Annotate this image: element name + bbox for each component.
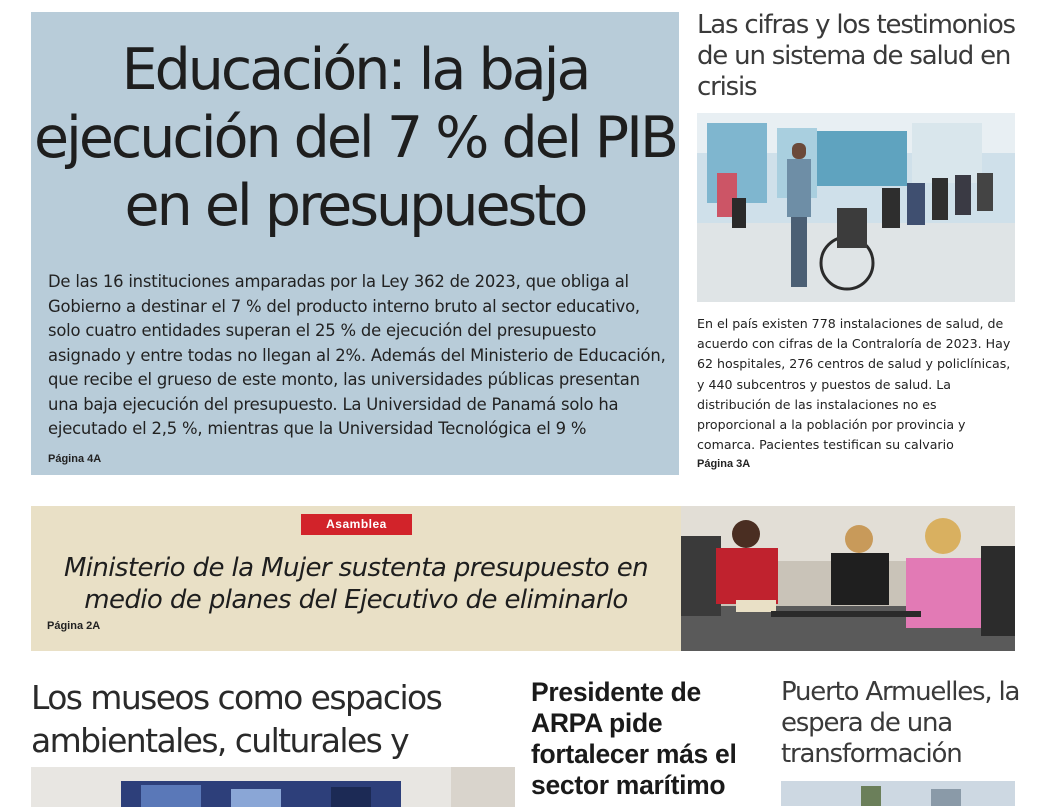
- health-headline[interactable]: Las cifras y los testimonios de un sistema de salud en crisis: [697, 10, 1015, 102]
- asamblea-headline[interactable]: Ministerio de la Mujer sustenta presupuesto en medio de planes del Ejecutivo de eliminarlo: [63, 553, 649, 615]
- health-page-ref[interactable]: Página 3A: [697, 458, 751, 470]
- puerto-headline[interactable]: Puerto Armuelles, la espera de una transformación: [781, 677, 1020, 769]
- lead-summary: De las 16 instituciones amparadas por la Ley 362 de 2023, que obliga al Gobierno a destinar el 7 % del producto interno bruto al sector educativo, solo cuatro entidades superan el 25 % de ejecución del presupuesto asignado y entre todas no llegan al 2%. Además del Ministerio de Educación, que recibe el grueso de este monto, las universidades públicas presentan una baja ejecución del presupuesto. La Universidad de Panamá solo ha ejecutado el 2,5 %, mientras que la Universidad Tecnológica el 9 %: [48, 272, 666, 438]
- assembly-hearing-photo[interactable]: [681, 506, 1015, 651]
- health-summary: En el país existen 778 instalaciones de salud, de acuerdo con cifras de la Contraloría de 2023. Hay 62 hospitales, 276 centros de salud y policlínicas, y 440 subcentros y puestos de salud. La distribución de las instalaciones no es proporcional a la población por provincia y comarca. Pacientes testifican su calvario: [697, 316, 1011, 453]
- arpa-headline[interactable]: Presidente de ARPA pide fortalecer más el sector marítimo: [531, 677, 737, 800]
- puerto-armuelles-photo[interactable]: [781, 781, 1015, 806]
- asamblea-page-ref[interactable]: Página 2A: [47, 620, 101, 632]
- lead-page-ref[interactable]: Página 4A: [48, 453, 102, 465]
- asamblea-story: [31, 506, 681, 651]
- museum-photo[interactable]: [31, 767, 515, 807]
- section-tag[interactable]: Asamblea: [301, 514, 412, 535]
- museos-headline[interactable]: Los museos como espacios ambientales, culturales y: [31, 678, 442, 760]
- lead-headline[interactable]: Educación: la baja ejecución del 7 % del PIB en el presupuesto: [33, 37, 677, 239]
- lead-story: [31, 12, 679, 475]
- hospital-waiting-room-photo[interactable]: [697, 113, 1015, 302]
